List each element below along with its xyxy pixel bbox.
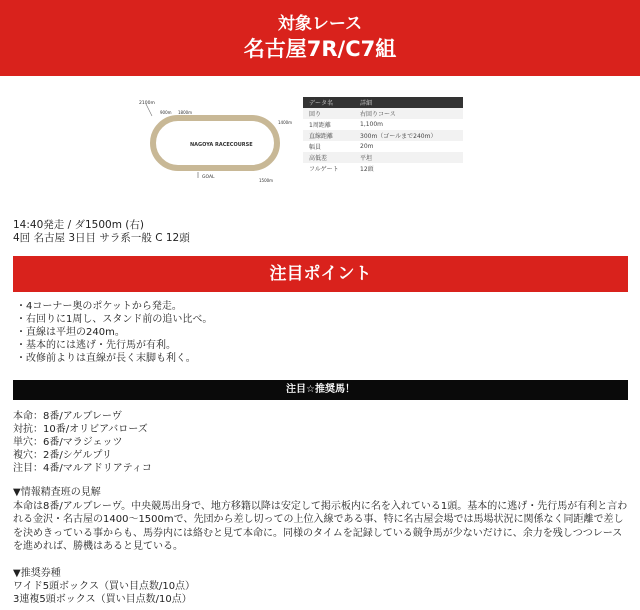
table-row	[303, 141, 463, 152]
race-info	[13, 219, 640, 245]
attention-points	[16, 300, 640, 365]
table-cell: 1周距離	[309, 122, 331, 129]
table-cell: 20m	[360, 143, 374, 150]
table-header-name: データ名	[303, 97, 354, 108]
table-row	[303, 152, 463, 163]
table-cell: 1,100m	[360, 121, 384, 128]
table-cell: 12頭	[360, 166, 374, 173]
course-section	[0, 96, 640, 206]
table-cell: フルゲート	[309, 166, 339, 173]
table-cell: 高低差	[303, 152, 354, 163]
list-item: 本命：8番/アルブレーヴ	[13, 411, 122, 422]
attention-title: 注目ポイント	[13, 256, 628, 292]
start-label: 2100m	[139, 101, 155, 106]
list-item: ・右回りに1周し、スタンド前の追い比べ。	[16, 314, 213, 325]
analysis-heading: ▼情報精査班の見解	[13, 487, 101, 498]
list-item: 対抗：10番/オリビアバローズ	[13, 424, 148, 435]
recommend-title: 注目☆推奨馬！	[13, 380, 628, 400]
bets-section	[13, 567, 640, 606]
bets-heading: ▼推奨券種	[13, 567, 61, 579]
table-row	[303, 163, 463, 174]
list-item: ・改修前よりは直線が長く末脚も利く。	[16, 353, 196, 364]
table-cell: 幅員	[309, 144, 322, 151]
table-row	[303, 130, 463, 141]
analysis-section	[13, 486, 628, 554]
banner-subtitle: 対象レース	[277, 14, 363, 34]
list-item: ・基本的には逃げ・先行馬が有利。	[16, 340, 176, 351]
list-item: ワイド5頭ボックス（買い目点数/10点）	[13, 580, 196, 592]
race-banner	[0, 0, 640, 76]
dist-label-3: 1400m	[278, 120, 293, 125]
analysis-body: 本命は8番/アルブレーヴ。中央競馬出身で、地方移籍以降は安定して掲示板内に名を入れている1頭。基本的に逃げ・先行馬が有利と言われる金沢・名古屋の1400〜1500mで、先団から差し切っての上位入線である事、特に名古屋会場では馬場状況に関係なく同距離で差しを決めきっている事からも、馬券内には絡むと見て本命に。同様のタイムを記録している競争馬が少ないだけに、余力を残しつつレースを進めれば、勝機はあると見ている。	[13, 500, 628, 552]
table-header-detail: 詳細	[354, 97, 463, 108]
race-meeting: 4回 名古屋 3日目 サラ系一般 C 12頭	[13, 232, 190, 244]
list-item: 注目：4番/マルアドリアティコ	[13, 463, 152, 474]
table-cell: 300m（ゴールまで240m）	[354, 130, 463, 141]
dist-label-1: 900m	[160, 110, 172, 115]
banner-title: 名古屋7R/C7組	[243, 37, 397, 61]
table-cell: 平坦	[354, 152, 463, 163]
list-item: 複穴：2番/シゲルプリ	[13, 450, 112, 461]
list-item: ・4コーナー奥のポケットから発走。	[16, 301, 182, 312]
list-item: 3連複5頭ボックス（買い目点数/10点）	[13, 593, 192, 605]
dist-label-5: 1500m	[259, 178, 274, 183]
table-row	[303, 108, 463, 119]
dist-label-2: 1800m	[178, 110, 193, 115]
table-cell: 右回りコース	[354, 108, 463, 119]
course-data-table	[303, 97, 463, 174]
table-cell: 直線距離	[303, 130, 354, 141]
course-map	[138, 96, 298, 188]
goal-label: GOAL	[202, 175, 215, 180]
list-item: 単穴：6番/マラジェッツ	[13, 437, 123, 448]
recommend-picks	[13, 410, 640, 475]
table-cell: 回り	[303, 108, 354, 119]
table-row	[303, 119, 463, 130]
course-name: NAGOYA RACECOURSE	[190, 142, 253, 148]
race-time-distance: 14:40発走 / ダ1500m (右)	[13, 219, 144, 231]
list-item: ・直線は平坦の240m。	[16, 327, 125, 338]
